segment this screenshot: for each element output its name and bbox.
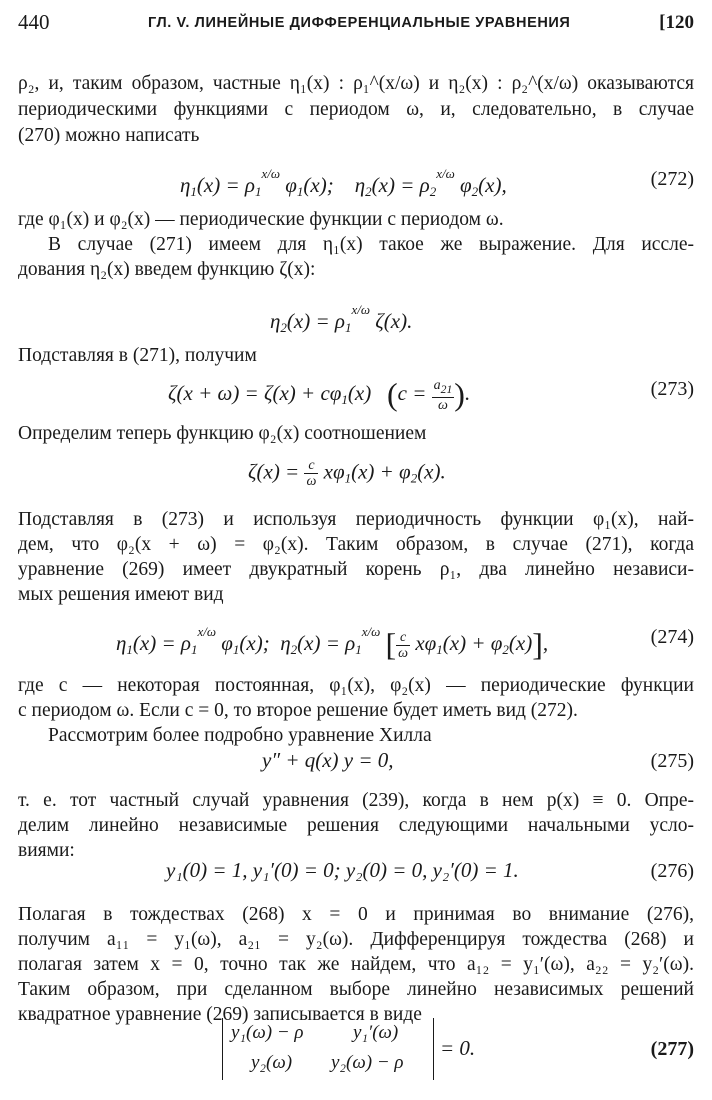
text-line: дем, что φ₂(x + ω) = φ₂(x). Таким образом, в случае (271), когда: [18, 534, 694, 555]
det-cell: y₂(ω) − ρ: [331, 1052, 404, 1073]
text-line: получим a₁₁ = y₁(ω), a₂₁ = y₂(ω). Дифференцируя тождества (268) и: [18, 929, 694, 950]
equation-number: (272): [650, 168, 694, 190]
text-line: Подставляя в (273) и используя периодичность функции φ₁(x), най-: [18, 509, 694, 530]
determinant-277: [222, 1018, 434, 1080]
equation-275: y″ + q(x) y = 0, (275): [262, 748, 694, 772]
text-line: где c — некоторая постоянная, φ₁(x), φ₂(x) — периодические функции: [18, 675, 694, 696]
text-line: В случае (271) имеем для η₁(x) такое же выражение. Для иссле-: [48, 234, 694, 255]
text-line: виями:: [18, 840, 75, 861]
text-line: дования η₂(x) введем функцию ζ(x):: [18, 259, 316, 280]
text-line: ρ₂, и, таким образом, частные η₁(x) : ρ₁^(x/ω) и η₂(x) : ρ₂^(x/ω) оказываются: [18, 73, 694, 94]
text-line: с периодом ω. Если c = 0, то второе решение будет иметь вид (272).: [18, 700, 578, 721]
det-cell: y₂(ω): [251, 1052, 293, 1073]
text-line: периодическими функциями с периодом ω, и, следовательно, в случае: [18, 99, 694, 120]
text-line: Таким образом, при сделанном выборе линейно независимых решений: [18, 979, 694, 1000]
text-line: уравнение (269) имеет двукратный корень ρ₁, два линейно независи-: [18, 559, 694, 580]
text-line: квадратное уравнение (269) записывается в виде: [18, 1004, 422, 1025]
text-line: т. е. тот частный случай уравнения (239), когда в нем p(x) ≡ 0. Опре-: [18, 790, 694, 811]
equation-eta2: $\eta_2(x) = \rho_1^{x/\omega}$ ζ(x).: [270, 302, 413, 335]
det-cell: y₁′(ω): [353, 1022, 399, 1043]
text-line: мых решения имеют вид: [18, 584, 224, 605]
equation-276: y₁(0) = 1, y₁′(0) = 0; y₂(0) = 0, y₂′(0) = 1. (276): [166, 858, 694, 882]
running-head: ГЛ. V. ЛИНЕЙНЫЕ ДИФФЕРЕНЦИАЛЬНЫЕ УРАВНЕНИЯ: [148, 15, 571, 31]
equation-number: (276): [650, 860, 694, 882]
equation-number: (275): [650, 750, 694, 772]
page-number: 440: [18, 10, 50, 34]
det-cell: y₁(ω) − ρ: [231, 1022, 304, 1043]
text-line: Полагая в тождествах (268) x = 0 и принимая во внимание (276),: [18, 904, 694, 925]
text-line: делим линейно независимые решения следующими начальными усло-: [18, 815, 694, 836]
text-line: где φ₁(x) и φ₂(x) — периодические функции с периодом ω.: [18, 209, 504, 230]
text-line: (270) можно написать: [18, 125, 200, 146]
equation-number: (273): [650, 378, 694, 400]
text-line: Рассмотрим более подробно уравнение Хилла: [48, 725, 432, 746]
text-line: Подставляя в (271), получим: [18, 345, 257, 366]
text-line: Определим теперь функцию φ₂(x) соотношением: [18, 423, 427, 444]
page-header: [18, 10, 694, 38]
det-rhs: = 0.: [440, 1036, 476, 1060]
equation-zeta: ζ(x) = $\frac{c}{\omega}$ $x\varphi_1(x) + \varphi_2(x)$.: [248, 458, 446, 489]
equation-273: $\zeta(x + \omega) = \zeta(x) + c\varphi_1(x) (c$ = $\frac{a_{21}}{\omega}$ ). (273): [168, 376, 694, 413]
equation-272: $\eta_1(x) = \rho_1^{x/\omega}$ $\varphi_1(x)$; $\eta_2(x) = \rho_2^{x/\omega}$ $\varphi_2(x)$, (272): [180, 166, 694, 199]
equation-number: (277): [650, 1038, 694, 1060]
equation-number: (274): [650, 626, 694, 648]
section-number: [120: [659, 12, 694, 33]
equation-274: $\eta_1(x) = \rho_1^{x/\omega}$ $\varphi_1(x)$; $\eta_2(x) = \rho_1^{x/\omega}$ [ $\frac{c}{\omega}$ $x\varphi_1(x) + \varphi_2(x)$], (274): [116, 624, 694, 662]
text-line: полагая затем x = 0, точно так же найдем, что a₁₂ = y₁′(ω), a₂₂ = y₂′(ω).: [18, 954, 694, 975]
